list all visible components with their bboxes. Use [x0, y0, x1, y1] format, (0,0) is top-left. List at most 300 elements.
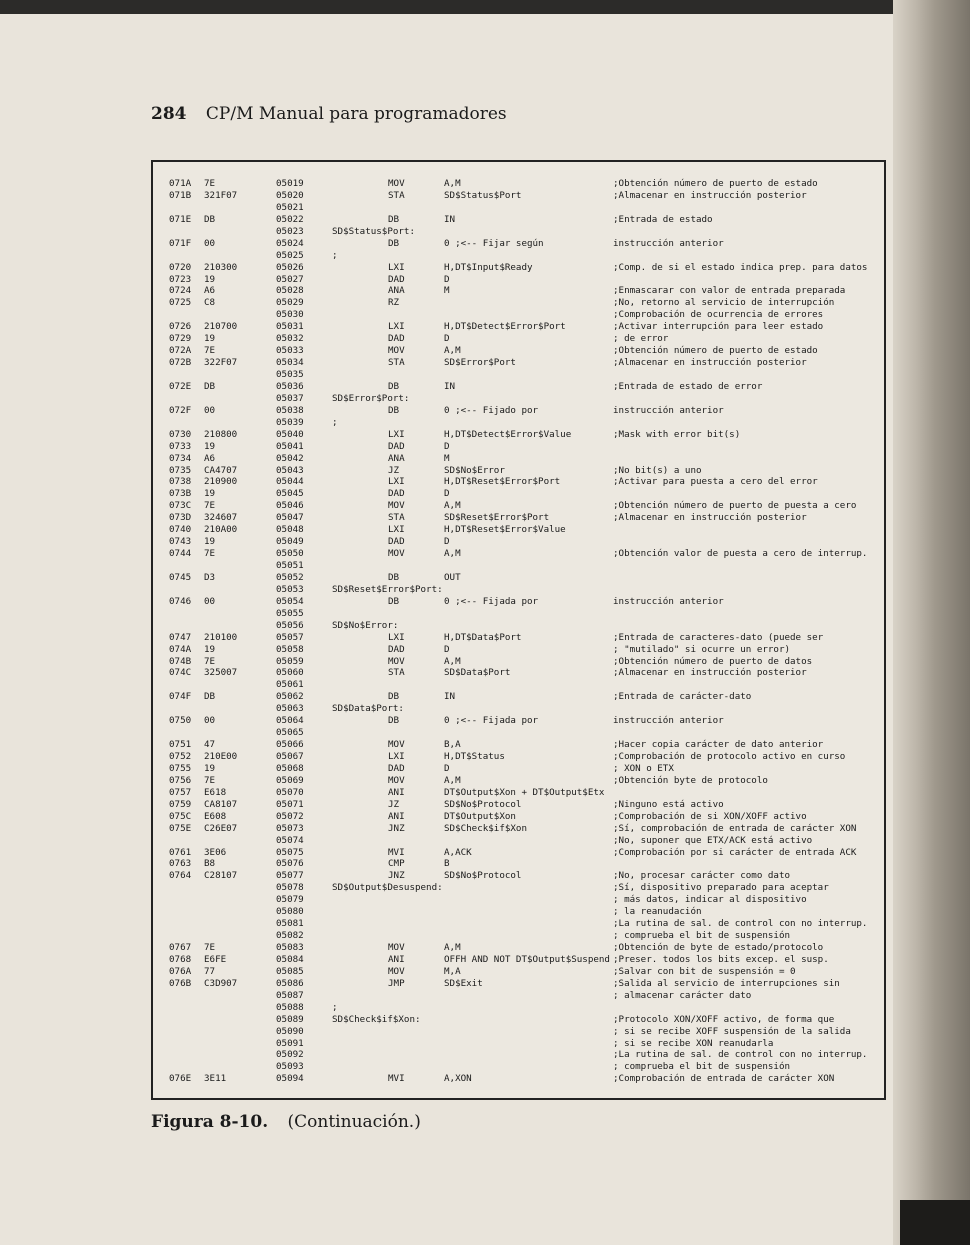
listing-line-number: 05045: [276, 488, 304, 500]
listing-label: SD$Status$Port:: [332, 225, 415, 237]
listing-row: [167, 226, 887, 238]
listing-label: SD$Output$Desuspend:: [332, 882, 443, 894]
listing-line-number: 05093: [276, 1061, 304, 1073]
listing-line-number: 05033: [276, 345, 304, 357]
listing-row: [167, 309, 887, 321]
listing-object-code: 322F07: [204, 357, 238, 369]
listing-object-code: B8: [204, 858, 216, 870]
listing-row: [167, 739, 887, 751]
listing-object-code: 210E00: [204, 751, 238, 762]
listing-operand: SD$Reset$Error$Port: [444, 512, 550, 524]
listing-opcode: LXI: [388, 261, 405, 273]
listing-comment: ;Comp. de si el estado indica prep. para datos: [613, 261, 868, 273]
listing-operand: DT$Output$Xon + DT$Output$Etx: [444, 786, 605, 798]
listing-object-code: 19: [204, 488, 216, 500]
listing-row: [167, 417, 887, 429]
listing-opcode: STA: [388, 357, 405, 369]
listing-opcode: DB: [388, 691, 400, 703]
listing-row: [167, 703, 887, 715]
listing-address: 071A: [169, 178, 192, 189]
listing-comment: ;Obtención byte de protocolo: [613, 774, 768, 786]
listing-address: 0755: [169, 762, 192, 774]
listing-address: 0733: [169, 440, 192, 452]
listing-line-number: 05050: [276, 548, 304, 560]
listing-comment: ;Obtención número de puerto de puesta a cero: [613, 500, 857, 512]
listing-operand: D: [444, 762, 450, 774]
listing-line-number: 05072: [276, 810, 304, 822]
listing-opcode: DB: [388, 213, 400, 225]
listing-object-code: 00: [204, 595, 216, 607]
listing-opcode: JZ: [388, 464, 400, 476]
listing-row: [167, 930, 887, 942]
listing-line-number: 05092: [276, 1049, 304, 1061]
listing-operand: SD$Data$Port: [444, 667, 511, 679]
listing-opcode: MOV: [388, 655, 405, 667]
book-spine-edge: [893, 0, 970, 1245]
listing-line-number: 05020: [276, 189, 304, 201]
listing-address: 0764: [169, 870, 192, 882]
listing-opcode: MOV: [388, 500, 405, 512]
listing-comment: ;Comprobación de ocurrencia de errores: [613, 309, 824, 321]
listing-row: [167, 667, 887, 679]
listing-object-code: 47: [204, 739, 216, 751]
listing-line-number: 05080: [276, 906, 304, 918]
listing-object-code: C3D907: [204, 977, 238, 989]
listing-operand: M: [444, 452, 450, 464]
listing-comment: ;Activar interrupción para leer estado: [613, 321, 824, 333]
listing-operand: M: [444, 285, 450, 297]
listing-address: 073D: [169, 512, 192, 524]
listing-opcode: LXI: [388, 631, 405, 643]
listing-object-code: E618: [204, 786, 227, 798]
listing-line-number: 05090: [276, 1025, 304, 1037]
listing-opcode: MOV: [388, 774, 405, 786]
listing-line-number: 05034: [276, 357, 304, 369]
listing-operand: H,DT$Detect$Error$Port: [444, 321, 566, 333]
listing-line-number: 05064: [276, 715, 304, 727]
listing-operand: A,XON: [444, 1073, 472, 1085]
listing-address: 0744: [169, 548, 192, 560]
listing-line-number: 05021: [276, 201, 304, 213]
listing-row: [167, 393, 887, 405]
listing-operand: OFFH AND NOT DT$Output$Suspend: [444, 953, 610, 965]
listing-object-code: E608: [204, 810, 227, 822]
listing-row: [167, 954, 887, 966]
listing-line-number: 05077: [276, 870, 304, 882]
listing-comment: ;Sí, comprobación de entrada de carácter XON: [613, 822, 857, 834]
listing-object-code: CA4707: [204, 464, 238, 476]
listing-row: [167, 560, 887, 572]
listing-operand: A,ACK: [444, 846, 472, 858]
listing-line-number: 05085: [276, 965, 304, 977]
listing-operand: IN: [444, 213, 456, 225]
listing-operand: 0 ;<-- Fijada por: [444, 595, 539, 607]
listing-object-code: CA8107: [204, 798, 238, 810]
listing-address: 0761: [169, 846, 192, 858]
listing-comment: ; comprueba el bit de suspensión: [613, 930, 791, 942]
listing-address: 0756: [169, 774, 192, 786]
listing-line-number: 05067: [276, 751, 304, 762]
listing-operand: DT$Output$Xon: [444, 810, 516, 822]
listing-opcode: JZ: [388, 798, 400, 810]
listing-row: [167, 775, 887, 787]
listing-comment: ; comprueba el bit de suspensión: [613, 1061, 791, 1073]
listing-object-code: C26E07: [204, 822, 238, 834]
page-header: [151, 104, 507, 124]
listing-comment: ;Hacer copia carácter de dato anterior: [613, 739, 824, 751]
listing-row: [167, 656, 887, 668]
listing-opcode: STA: [388, 189, 405, 201]
listing-line-number: 05030: [276, 309, 304, 321]
listing-line-number: 05079: [276, 894, 304, 906]
listing-opcode: MVI: [388, 1073, 405, 1085]
listing-line-number: 05078: [276, 882, 304, 894]
listing-opcode: DAD: [388, 643, 405, 655]
listing-opcode: CMP: [388, 858, 405, 870]
listing-address: 072F: [169, 404, 192, 416]
listing-opcode: ANI: [388, 810, 405, 822]
listing-object-code: 7E: [204, 655, 216, 667]
listing-line-number: 05086: [276, 977, 304, 989]
listing-comment: ;Mask with error bit(s): [613, 428, 741, 440]
listing-opcode: DB: [388, 571, 400, 583]
listing-opcode: RZ: [388, 297, 400, 309]
listing-operand: D: [444, 488, 450, 500]
listing-line-number: 05022: [276, 213, 304, 225]
listing-row: [167, 178, 887, 190]
listing-operand: 0 ;<-- Fijar según: [444, 237, 544, 249]
listing-operand: SD$No$Protocol: [444, 870, 522, 882]
listing-row: [167, 297, 887, 309]
listing-address: 0763: [169, 858, 192, 870]
listing-comment: ;Comprobación de protocolo activo en curso: [613, 751, 846, 762]
listing-row: [167, 978, 887, 990]
listing-object-code: 7E: [204, 500, 216, 512]
listing-comment: ;Almacenar en instrucción posterior: [613, 512, 807, 524]
listing-opcode: DB: [388, 595, 400, 607]
listing-object-code: 19: [204, 643, 216, 655]
listing-object-code: 210A00: [204, 524, 238, 536]
running-title: CP/M Manual para programadores: [205, 104, 507, 124]
listing-address: 0745: [169, 571, 192, 583]
listing-row: [167, 691, 887, 703]
listing-line-number: 05043: [276, 464, 304, 476]
listing-opcode: ANI: [388, 786, 405, 798]
listing-operand: SD$Exit: [444, 977, 483, 989]
listing-opcode: MOV: [388, 548, 405, 560]
listing-object-code: 19: [204, 440, 216, 452]
listing-line-number: 05091: [276, 1037, 304, 1049]
listing-object-code: DB: [204, 691, 216, 703]
listing-comment: ;Almacenar en instrucción posterior: [613, 189, 807, 201]
listing-address: 076A: [169, 965, 192, 977]
listing-opcode: DAD: [388, 440, 405, 452]
figure-caption: [151, 1112, 421, 1132]
listing-opcode: STA: [388, 667, 405, 679]
listing-object-code: C28107: [204, 870, 238, 882]
listing-operand: A,M: [444, 345, 461, 357]
listing-operand: A,M: [444, 500, 461, 512]
listing-opcode: MOV: [388, 178, 405, 189]
listing-line-number: 05068: [276, 762, 304, 774]
listing-line-number: 05040: [276, 428, 304, 440]
listing-line-number: 05055: [276, 607, 304, 619]
listing-row: [167, 715, 887, 727]
listing-object-code: 19: [204, 333, 216, 345]
listing-comment: ;Almacenar en instrucción posterior: [613, 667, 807, 679]
listing-comment: ; si se recibe XON reanudarla: [613, 1037, 774, 1049]
listing-row: [167, 882, 887, 894]
listing-row: [167, 345, 887, 357]
listing-object-code: 210100: [204, 631, 238, 643]
listing-comment: ;Almacenar en instrucción posterior: [613, 357, 807, 369]
listing-opcode: ANA: [388, 285, 405, 297]
listing-line-number: 05019: [276, 178, 304, 189]
listing-comment: ;La rutina de sal. de control con no interrup.: [613, 1049, 868, 1061]
listing-comment: ;Obtención número de puerto de estado: [613, 345, 818, 357]
listing-row: [167, 679, 887, 691]
listing-line-number: 05075: [276, 846, 304, 858]
listing-comment: ;Comprobación de si XON/XOFF activo: [613, 810, 807, 822]
listing-row: [167, 906, 887, 918]
listing-line-number: 05073: [276, 822, 304, 834]
listing-comment: instrucción anterior: [613, 715, 724, 727]
listing-address: 0724: [169, 285, 192, 297]
listing-row: [167, 751, 887, 763]
listing-opcode: DAD: [388, 333, 405, 345]
listing-line-number: 05066: [276, 739, 304, 751]
listing-address: 0734: [169, 452, 192, 464]
listing-line-number: 05076: [276, 858, 304, 870]
scan-top-band: [0, 0, 970, 14]
listing-comment: ;Protocolo XON/XOFF activo, de forma que: [613, 1013, 835, 1025]
listing-object-code: A6: [204, 285, 216, 297]
listing-comment: ;Salida al servicio de interrupciones sin: [613, 977, 840, 989]
listing-comment: ;Comprobación por si carácter de entrada ACK: [613, 846, 857, 858]
listing-row: [167, 333, 887, 345]
listing-row: [167, 321, 887, 333]
listing-comment: ;Entrada de caracteres-dato (puede ser: [613, 631, 824, 643]
listing-object-code: 3E11: [204, 1073, 227, 1085]
listing-line-number: 05071: [276, 798, 304, 810]
listing-label: ;: [332, 1001, 338, 1013]
listing-operand: A,M: [444, 942, 461, 953]
listing-address: 071F: [169, 237, 192, 249]
listing-object-code: 7E: [204, 774, 216, 786]
listing-row: [167, 584, 887, 596]
listing-operand: B: [444, 858, 450, 870]
listing-line-number: 05070: [276, 786, 304, 798]
listing-address: 0743: [169, 536, 192, 548]
listing-line-number: 05037: [276, 392, 304, 404]
listing-object-code: 77: [204, 965, 216, 977]
listing-address: 0725: [169, 297, 192, 309]
listing-object-code: 7E: [204, 345, 216, 357]
listing-object-code: 00: [204, 237, 216, 249]
listing-object-code: 210700: [204, 321, 238, 333]
listing-row: [167, 1026, 887, 1038]
listing-operand: SD$Status$Port: [444, 189, 522, 201]
listing-comment: ; más datos, indicar al dispositivo: [613, 894, 807, 906]
listing-row: [167, 847, 887, 859]
listing-operand: SD$Error$Port: [444, 357, 516, 369]
listing-line-number: 05083: [276, 942, 304, 953]
listing-address: 074C: [169, 667, 192, 679]
listing-frame: [151, 160, 886, 1100]
listing-operand: D: [444, 643, 450, 655]
listing-line-number: 05046: [276, 500, 304, 512]
listing-row: [167, 405, 887, 417]
listing-row: [167, 465, 887, 477]
listing-row: [167, 369, 887, 381]
listing-operand: H,DT$Reset$Error$Value: [444, 524, 566, 536]
listing-opcode: LXI: [388, 751, 405, 762]
listing-comment: ;Activar para puesta a cero del error: [613, 476, 818, 488]
listing-address: 0729: [169, 333, 192, 345]
listing-operand: SD$No$Error: [444, 464, 505, 476]
listing-row: [167, 620, 887, 632]
listing-address: 074F: [169, 691, 192, 703]
listing-row: [167, 608, 887, 620]
listing-operand: H,DT$Detect$Error$Value: [444, 428, 572, 440]
listing-operand: H,DT$Reset$Error$Port: [444, 476, 561, 488]
listing-address: 0735: [169, 464, 192, 476]
listing-opcode: MOV: [388, 345, 405, 357]
listing-row: [167, 429, 887, 441]
listing-address: 0740: [169, 524, 192, 536]
listing-line-number: 05074: [276, 834, 304, 846]
listing-comment: ;Preser. todos los bits excep. el susp.: [613, 953, 829, 965]
listing-operand: OUT: [444, 571, 461, 583]
listing-address: 0767: [169, 942, 192, 953]
listing-line-number: 05038: [276, 404, 304, 416]
listing-comment: ;Enmascarar con valor de entrada preparada: [613, 285, 846, 297]
listing-opcode: LXI: [388, 321, 405, 333]
listing-row: [167, 632, 887, 644]
listing-comment: ; de error: [613, 333, 669, 345]
listing-comment: ;Obtención valor de puesta a cero de interrup.: [613, 548, 868, 560]
listing-operand: D: [444, 333, 450, 345]
listing-comment: ;Entrada de carácter-dato: [613, 691, 752, 703]
listing-row: [167, 763, 887, 775]
listing-line-number: 05028: [276, 285, 304, 297]
listing-operand: A,M: [444, 548, 461, 560]
listing-address: 074A: [169, 643, 192, 655]
listing-address: 0726: [169, 321, 192, 333]
listing-address: 074B: [169, 655, 192, 667]
listing-address: 072A: [169, 345, 192, 357]
listing-row: [167, 870, 887, 882]
listing-label: SD$Error$Port:: [332, 392, 410, 404]
listing-row: [167, 596, 887, 608]
listing-comment: ;Salvar con bit de suspensión = 0: [613, 965, 796, 977]
listing-object-code: 19: [204, 762, 216, 774]
listing-opcode: DB: [388, 380, 400, 392]
listing-line-number: 05054: [276, 595, 304, 607]
listing-operand: 0 ;<-- Fijado por: [444, 404, 539, 416]
listing-comment: ; XON o ETX: [613, 762, 674, 774]
listing-row: [167, 858, 887, 870]
listing-operand: B,A: [444, 739, 461, 751]
listing-opcode: STA: [388, 512, 405, 524]
listing-row: [167, 512, 887, 524]
listing-line-number: 05094: [276, 1073, 304, 1085]
listing-operand: SD$Check$if$Xon: [444, 822, 527, 834]
listing-comment: instrucción anterior: [613, 595, 724, 607]
listing-row: [167, 942, 887, 954]
listing-address: 0750: [169, 715, 192, 727]
listing-object-code: E6FE: [204, 953, 227, 965]
figure-number: Figura 8-10.: [151, 1112, 269, 1132]
listing-operand: IN: [444, 380, 456, 392]
listing-line-number: 05052: [276, 571, 304, 583]
listing-row: [167, 990, 887, 1002]
listing-address: 073B: [169, 488, 192, 500]
listing-address: 0746: [169, 595, 192, 607]
listing-opcode: JNZ: [388, 870, 405, 882]
page-number: 284: [151, 104, 187, 124]
listing-row: [167, 811, 887, 823]
listing-row: [167, 1038, 887, 1050]
listing-row: [167, 966, 887, 978]
listing-row: [167, 644, 887, 656]
listing-line-number: 05056: [276, 619, 304, 631]
listing-comment: ;Ninguno está activo: [613, 798, 724, 810]
listing-operand: D: [444, 536, 450, 548]
listing-row: [167, 787, 887, 799]
listing-object-code: 324607: [204, 512, 238, 524]
listing-opcode: MVI: [388, 846, 405, 858]
listing-row: [167, 262, 887, 274]
listing-object-code: 00: [204, 715, 216, 727]
listing-comment: ;Obtención número de puerto de estado: [613, 178, 818, 189]
listing-comment: ;Sí, dispositivo preparado para aceptar: [613, 882, 829, 894]
listing-opcode: DAD: [388, 273, 405, 285]
listing-address: 073C: [169, 500, 192, 512]
listing-line-number: 05053: [276, 583, 304, 595]
listing-object-code: 210800: [204, 428, 238, 440]
listing-comment: instrucción anterior: [613, 237, 724, 249]
listing-operand: H,DT$Input$Ready: [444, 261, 533, 273]
listing-address: 0720: [169, 261, 192, 273]
listing-address: 072B: [169, 357, 192, 369]
listing-operand: A,M: [444, 774, 461, 786]
listing-comment: ;Entrada de estado: [613, 213, 713, 225]
listing-comment: ;La rutina de sal. de control con no interrup.: [613, 918, 868, 930]
listing-operand: H,DT$Status: [444, 751, 505, 762]
listing-address: 0747: [169, 631, 192, 643]
listing-opcode: DAD: [388, 488, 405, 500]
listing-line-number: 05063: [276, 703, 304, 715]
listing-opcode: JMP: [388, 977, 405, 989]
listing-operand: M,A: [444, 965, 461, 977]
scan-corner-shadow: [900, 1200, 970, 1245]
listing-comment: ;No, procesar carácter como dato: [613, 870, 791, 882]
listing-row: [167, 274, 887, 286]
listing-label: ;: [332, 416, 338, 428]
listing-operand: H,DT$Data$Port: [444, 631, 522, 643]
listing-line-number: 05024: [276, 237, 304, 249]
listing-line-number: 05088: [276, 1001, 304, 1013]
listing-comment: ;No, retorno al servicio de interrupción: [613, 297, 835, 309]
listing-address: 0730: [169, 428, 192, 440]
listing-row: [167, 918, 887, 930]
listing-row: [167, 441, 887, 453]
listing-address: 075C: [169, 810, 192, 822]
listing-line-number: 05031: [276, 321, 304, 333]
listing-address: 0752: [169, 751, 192, 762]
listing-line-number: 05025: [276, 249, 304, 261]
